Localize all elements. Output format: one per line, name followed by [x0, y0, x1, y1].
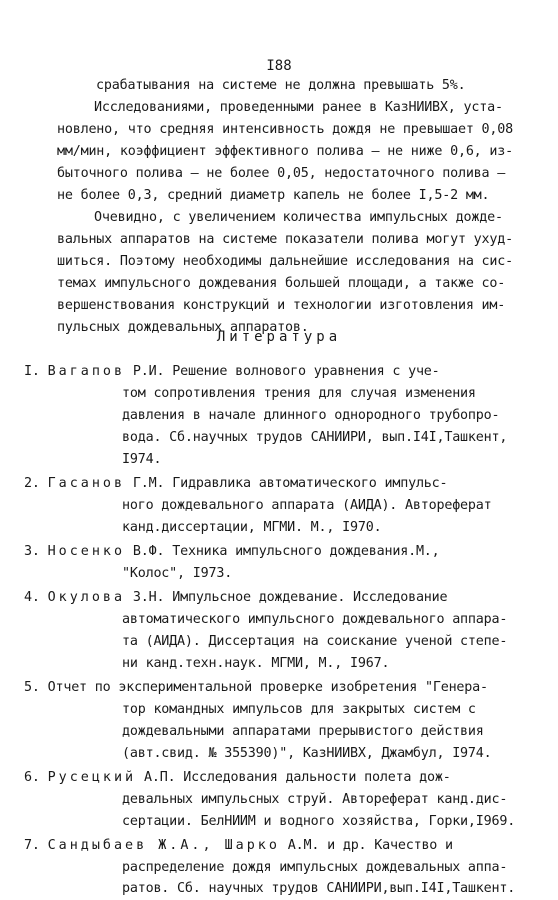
- reference-5: [24, 677, 488, 699]
- reference-line: ни канд.техн.наук. МГМИ, М., I967.: [122, 656, 390, 671]
- reference-line: сертации. БелНИИМ и водного хозяйства, Горки,I969.: [122, 814, 516, 829]
- reference-line: Р.И. Решение волнового уравнения с уче-: [132, 364, 440, 379]
- reference-number: I.: [24, 364, 40, 379]
- reference-line: (авт.свид. № 355390)", КазНИИВХ, Джамбул, I974.: [122, 746, 492, 761]
- page-number: I88: [266, 58, 292, 74]
- reference-4: [24, 587, 447, 609]
- reference-line: Г.М. Гидравлика автоматического импульс-: [132, 476, 448, 491]
- reference-2: [24, 473, 447, 495]
- reference-line: та (АИДА). Диссертация на соискание ученой степе-: [122, 634, 508, 649]
- reference-author: Носенко: [47, 544, 126, 559]
- reference-line: автоматического импульсного дождевального аппара-: [122, 612, 508, 627]
- body-line: вальных аппаратов на системе показатели полива могут ухуд-: [57, 232, 513, 247]
- body-line: быточного полива – не более 0,05, недостаточного полива –: [57, 166, 506, 181]
- reference-number: 5.: [24, 680, 40, 695]
- reference-author: Вагапов: [47, 364, 126, 379]
- reference-7: [24, 835, 453, 857]
- reference-author: Сандыбаев Ж.А., Шарко: [47, 838, 280, 853]
- reference-line: ратов. Сб. научных трудов САНИИРИ,вып.I4I,Ташкент.: [122, 881, 516, 896]
- reference-line: дождевальными аппаратами прерывистого действия: [122, 724, 484, 739]
- reference-line: давления в начале длинного однородного трубопро-: [122, 408, 500, 423]
- body-line: срабатывания на системе не должна превышать 5%.: [96, 78, 466, 93]
- body-line: темах импульсного дождевания большей площади, а также со-: [57, 276, 506, 291]
- reference-line: тор командных импульсов для закрытых систем с: [122, 702, 476, 717]
- reference-author: Русецкий: [47, 770, 137, 785]
- body-line: пульсных дождевальных аппаратов.: [57, 320, 309, 335]
- reference-number: 6.: [24, 770, 40, 785]
- reference-line: том сопротивления трения для случая изменения: [122, 386, 476, 401]
- reference-number: 7.: [24, 838, 40, 853]
- reference-line: Отчет по экспериментальной проверке изобретения "Генера-: [47, 680, 488, 695]
- reference-author: Гасанов: [47, 476, 126, 491]
- reference-3: [24, 541, 440, 563]
- reference-line: А.М. и др. Качество и: [287, 838, 453, 853]
- reference-line: В.Ф. Техника импульсного дождевания.М.,: [132, 544, 440, 559]
- reference-line: З.Н. Импульсное дождевание. Исследование: [132, 590, 448, 605]
- body-line: шиться. Поэтому необходимы дальнейшие исследования на сис-: [57, 254, 513, 269]
- reference-line: "Колос", I973.: [122, 566, 233, 581]
- reference-number: 3.: [24, 544, 40, 559]
- reference-number: 4.: [24, 590, 40, 605]
- reference-6: [24, 767, 451, 789]
- body-line: не более 0,3, средний диаметр капель не более I,5-2 мм.: [57, 188, 490, 203]
- reference-line: девальных импульсных струй. Автореферат канд.дис-: [122, 792, 508, 807]
- body-line: мм/мин, коэффициент эффективного полива – не ниже 0,6, из-: [57, 144, 513, 159]
- reference-line: канд.диссертации, МГМИ. М., I970.: [122, 520, 382, 535]
- body-line: Исследованиями, проведенными ранее в КазНИИВХ, уста-: [94, 100, 503, 115]
- reference-line: I974.: [122, 452, 162, 467]
- reference-line: А.П. Исследования дальности полета дож-: [143, 770, 451, 785]
- reference-1: [24, 361, 440, 383]
- body-line: новлено, что средняя интенсивность дождя не превышает 0,08: [57, 122, 513, 137]
- body-line: вершенствования конструкций и технологии изготовления им-: [57, 298, 506, 313]
- reference-author: Окулова: [47, 590, 126, 605]
- body-line: Очевидно, с увеличением количества импульсных дожде-: [94, 210, 503, 225]
- reference-line: ного дождевального аппарата (АИДА). Автореферат: [122, 498, 492, 513]
- reference-line: вода. Сб.научных трудов САНИИРИ, вып.I4I,Ташкент,: [122, 430, 508, 445]
- reference-number: 2.: [24, 476, 40, 491]
- reference-line: распределение дождя импульсных дождевальных аппа-: [122, 860, 508, 875]
- references-heading: Литература: [216, 329, 342, 345]
